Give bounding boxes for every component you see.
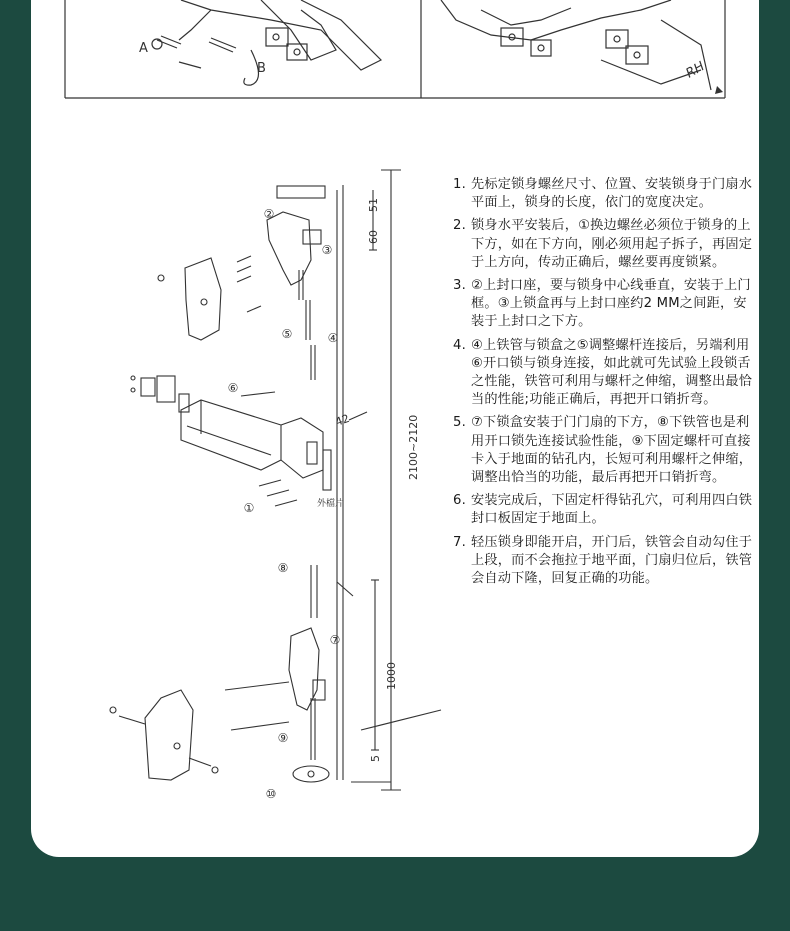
content-card [31, 0, 759, 857]
instruction-item: 6. 安装完成后，下固定杆得钻孔穴，可利用四白铁封口板固定于地面上。 [453, 493, 753, 527]
callout-7: ⑦ [329, 633, 341, 647]
instruction-item: 2. 锁身水平安装后，①换边螺丝必须位于锁身的上下方，如在下方向，刚必须用起子拆子，再固定于上方向，传动正确后，螺丝要再度锁紧。 [453, 218, 753, 270]
callout-4: ④ [327, 331, 339, 345]
label-a: A [139, 41, 148, 56]
instruction-item: 1. 先标定锁身螺丝尺寸、位置、安装锁身于门扇水平面上，锁身的长度，依门的宽度决定。 [453, 177, 753, 211]
dimension-2100-2120: 2100~2120 [407, 414, 420, 480]
dimension-51: 51 [367, 198, 380, 212]
instruction-item: 7. 轻压锁身即能开启，开门后，铁管会自动勾住于上段，而不会拖拉于地平面，门扇归位后，铁管会自动下隆，回复正确的功能。 [453, 534, 753, 587]
top-installation-figure [61, 0, 727, 104]
callout-5: ⑤ [281, 327, 293, 341]
callout-6: ⑥ [227, 381, 239, 395]
callout-9: ⑨ [277, 731, 289, 745]
callout-1: ① [243, 501, 255, 515]
callout-2: ② [263, 207, 275, 221]
label-rh: RH [683, 59, 708, 82]
installation-instructions [453, 176, 753, 593]
dimension-5: 5 [369, 755, 382, 762]
instruction-item: 5. ⑦下锁盒安装于门门扇的下方，⑧下铁管也是利用开口锁先连接试验性能，⑨下固定螺杆可直接卡入于地面的钻孔内，长短可利用螺杆之伸缩，调整出恰当的功能，最后再把开口销折弯。 [453, 415, 753, 486]
dimension-60: 60 [367, 230, 380, 244]
callout-8: ⑧ [277, 561, 289, 575]
callout-10: ⑩ [265, 787, 277, 801]
outer-label: 外檔片 [317, 499, 345, 509]
dimension-42: 42 [333, 411, 352, 429]
callout-3: ③ [321, 243, 333, 257]
dimension-1000: 1000 [385, 662, 398, 690]
label-b: B [257, 61, 266, 76]
instruction-item: 4. ④上铁管与锁盒之⑤调整螺杆连接后，另端利用⑥开口锁与锁身连接，如此就可先试验上段锁舌之性能，铁管可利用与螺杆之伸缩，调整出最恰当的性能;功能正确后，再把开口销折弯。 [453, 337, 753, 408]
instruction-item: 3. ②上封口座，要与锁身中心线垂直，安装于上门框。③上锁盒再与上封口座约2 MM之间距，安装于上封口之下方。 [453, 278, 751, 330]
exploded-lock-diagram [61, 150, 461, 810]
